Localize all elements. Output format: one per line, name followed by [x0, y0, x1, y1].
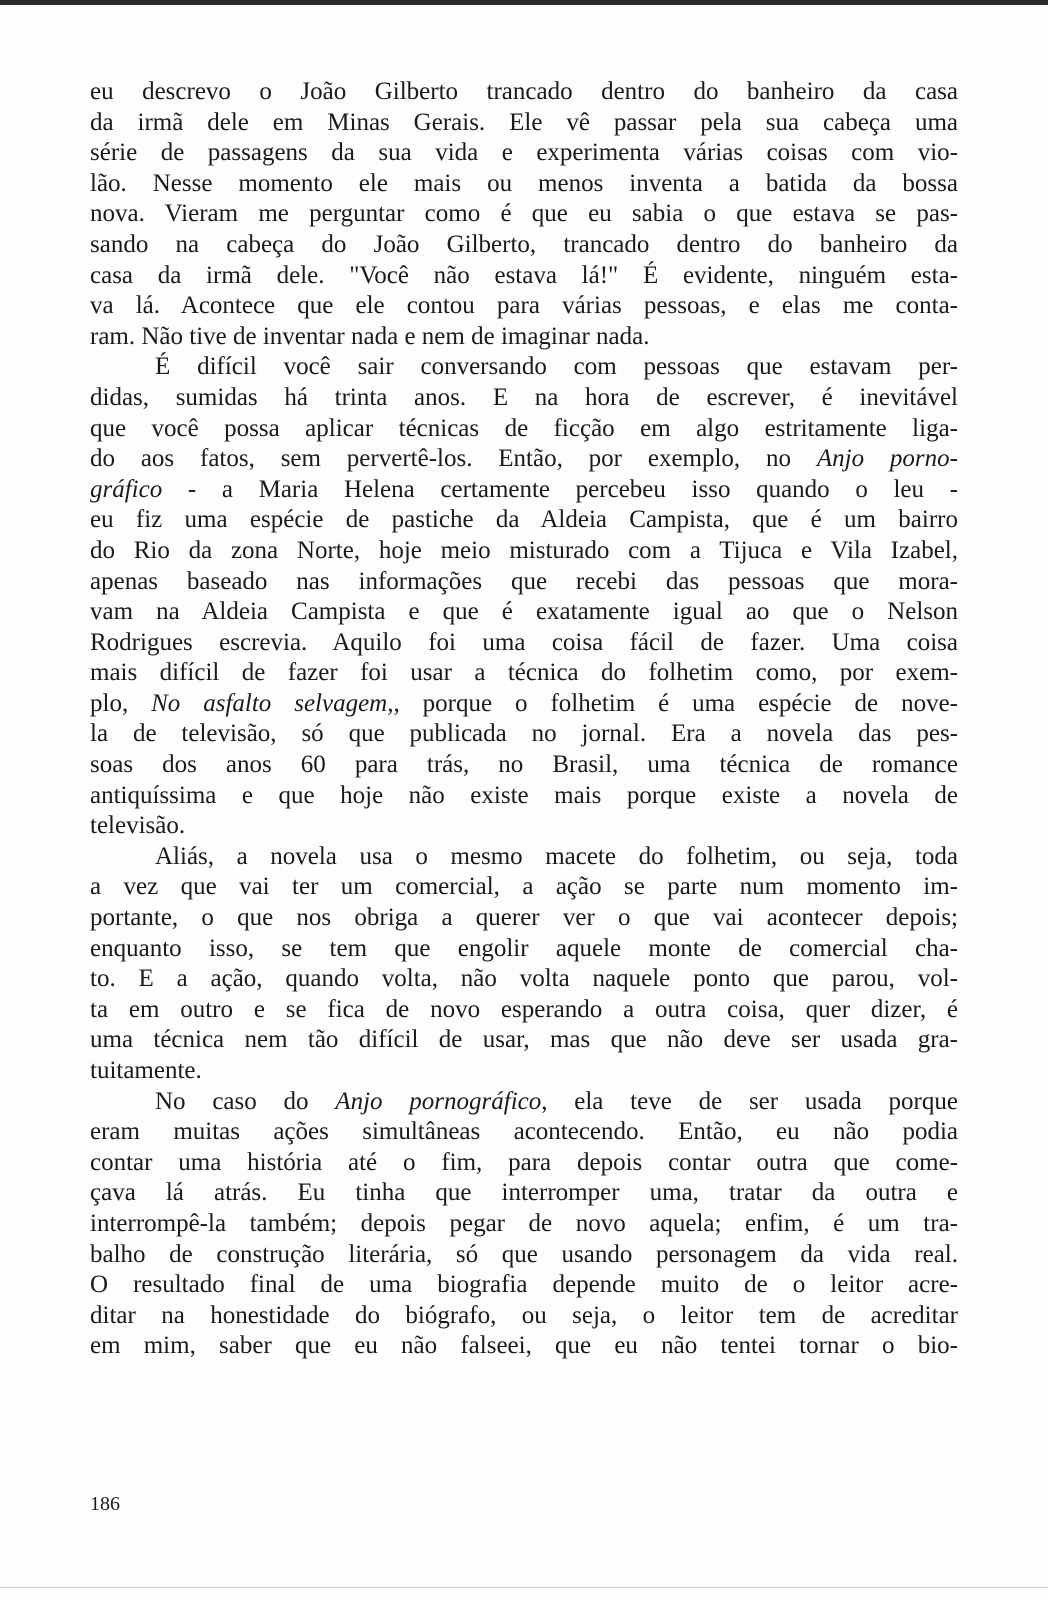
text-line: soas dos anos 60 para trás, no Brasil, uma técnica de romance [90, 751, 958, 779]
text-line: nova. Vieram me perguntar como é que eu sabia o que estava se pas- [90, 200, 958, 228]
text-line: uma técnica nem tão difícil de usar, mas que não deve ser usada gra- [90, 1026, 958, 1054]
text-line: balho de construção literária, só que usando personagem da vida real. [90, 1240, 958, 1268]
book-title-italic: Anjo pornográfico [335, 1087, 542, 1115]
text-line: portante, o que nos obriga a querer ver o que vai acontecer depois; [90, 904, 958, 932]
top-edge-rule [0, 0, 1048, 5]
text-line: da irmã dele em Minas Gerais. Ele vê passar pela sua cabeça uma [90, 108, 958, 136]
text-line: em mim, saber que eu não falseei, que eu não tentei tornar o bio- [90, 1332, 958, 1360]
text-line: interrompê-la também; depois pegar de novo aquela; enfim, é um tra- [90, 1209, 958, 1237]
text-line: ditar na honestidade do biógrafo, ou seja, o leitor tem de acreditar [90, 1301, 958, 1329]
bottom-edge-rule [0, 1587, 1048, 1588]
text-line: eu descrevo o João Gilberto trancado dentro do banheiro da casa [90, 78, 958, 105]
text-line: contar uma história até o fim, para depois contar outra que come- [90, 1148, 958, 1176]
text-line: eu fiz uma espécie de pastiche da Aldeia Campista, que é um bairro [90, 506, 958, 534]
text-line [90, 444, 958, 475]
text-line: É difícil você sair conversando com pessoas que estavam per- [155, 353, 958, 381]
text-line: va lá. Acontece que ele contou para várias pessoas, e elas me conta- [90, 292, 958, 320]
text-line: Rodrigues escrevia. Aquilo foi uma coisa fácil de fazer. Uma coisa [90, 628, 958, 656]
text-line: vam na Aldeia Campista e que é exatamente igual ao que o Nelson [90, 598, 958, 626]
page-number: 186 [90, 1493, 120, 1515]
text-line: casa da irmã dele. "Você não estava lá!" É evidente, ninguém esta- [90, 261, 958, 289]
text-line [90, 1087, 958, 1118]
text-line: televisão. [90, 812, 186, 840]
book-title-italic: Anjo porno- [816, 445, 958, 473]
text-line: ta em outro e se fica de novo esperando a outra coisa, quer dizer, é [90, 995, 958, 1023]
book-title-italic: No asfalto selvagem, [151, 689, 394, 717]
text-line: do Rio da zona Norte, hoje meio misturado com a Tijuca e Vila Izabel, [90, 536, 958, 564]
text-segment: No caso do [155, 1087, 336, 1115]
text-line: apenas baseado nas informações que recebi das pessoas que mora- [90, 567, 958, 595]
text-segment: , ela teve de ser usada porque [541, 1087, 958, 1115]
text-segment: plo, [90, 689, 152, 717]
text-line: mais difícil de fazer foi usar a técnica do folhetim como, por exem- [90, 659, 958, 687]
text-line: O resultado final de uma biografia depende muito de o leitor acre- [90, 1271, 958, 1299]
text-line: série de passagens da sua vida e experimenta várias coisas com vio- [90, 139, 958, 167]
text-line: tuitamente. [90, 1057, 202, 1084]
text-line: antiquíssima e que hoje não existe mais porque existe a novela de [90, 781, 958, 809]
text-line: sando na cabeça do João Gilberto, trancado dentro do banheiro da [90, 230, 958, 258]
text-line [90, 475, 958, 506]
text-line: que você possa aplicar técnicas de ficção em algo estritamente liga- [90, 414, 958, 442]
text-line: eram muitas ações simultâneas acontecendo. Então, eu não podia [90, 1118, 958, 1146]
book-title-italic: gráfico [90, 475, 163, 503]
text-segment: - a Maria Helena certamente percebeu isso quando o leu - [187, 475, 959, 503]
text-line: lão. Nesse momento ele mais ou menos inventa a batida da bossa [90, 169, 958, 197]
text-line: la de televisão, só que publicada no jornal. Era a novela das pes- [90, 720, 958, 748]
text-line: a vez que vai ter um comercial, a ação se parte num momento im- [90, 873, 958, 901]
text-line [90, 689, 958, 720]
text-segment: do aos fatos, sem pervertê-los. Então, por exemplo, no [90, 445, 817, 473]
text-line: didas, sumidas há trinta anos. E na hora de escrever, é inevitável [90, 383, 958, 411]
text-line: çava lá atrás. Eu tinha que interromper uma, tratar da outra e [90, 1179, 958, 1207]
text-segment: , porque o folhetim é uma espécie de nove- [393, 689, 959, 717]
text-line: ram. Não tive de inventar nada e nem de imaginar nada. [90, 322, 650, 350]
body-text [90, 77, 958, 1362]
text-line: Aliás, a novela usa o mesmo macete do folhetim, ou seja, toda [155, 842, 958, 870]
text-line: enquanto isso, se tem que engolir aquele monte de comercial cha- [90, 934, 958, 962]
text-line: to. E a ação, quando volta, não volta naquele ponto que parou, vol- [90, 965, 958, 993]
